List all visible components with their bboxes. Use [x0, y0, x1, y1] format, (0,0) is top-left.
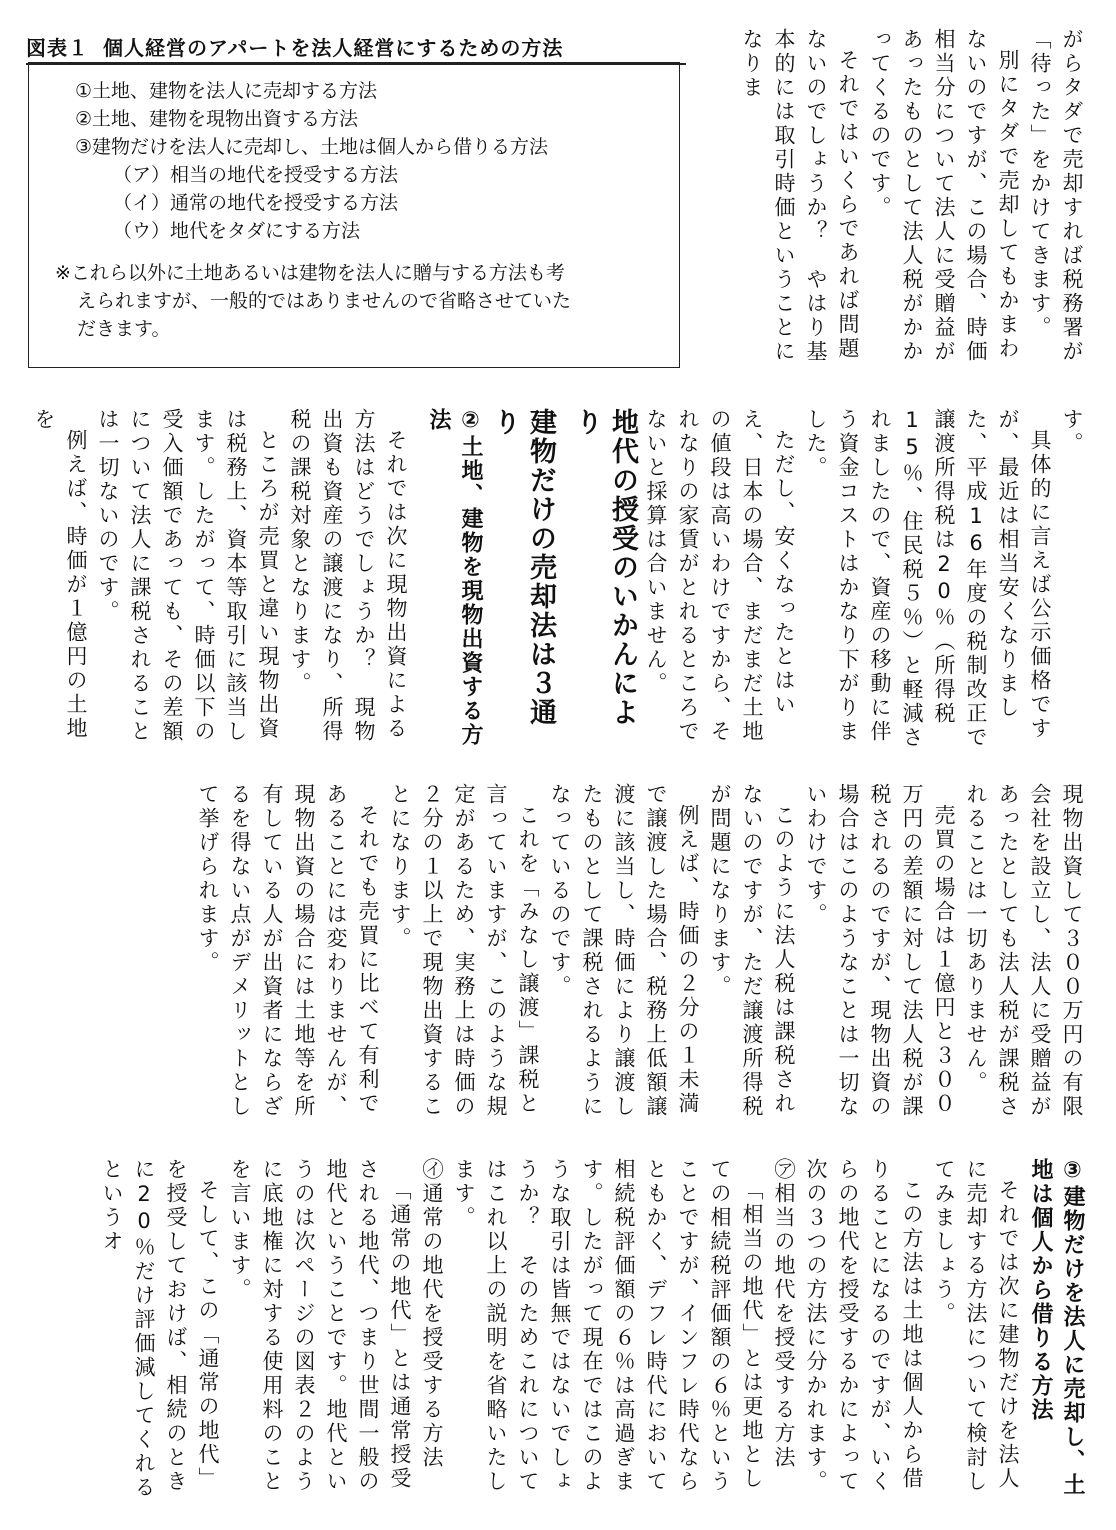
lower-paragraph-3: このように法人税は課税されないのですが、ただ譲渡所得税が問題になります。 — [708, 783, 796, 1119]
figure-item-2: ②土地、建物を現物出資する方法 — [75, 108, 359, 130]
top-paragraph-2: 別にタダで売却してもかまわないのですが、この場合、時価相当分について法人に受贈益があったものとして法人税がかかってくるのです。 — [868, 28, 1020, 364]
middle-paragraph-2: 具体的に言えば公示価格ですが、最近は相当安くなりました、平成16年度の税制改正で譲渡所得税は20％（所得税15％、住民税５％）と軽減されましたので、資産の移動に伴う資金コストはかなり下がりました。 — [804, 408, 1052, 750]
lower-paragraph-6: それでも売買に比べて有利であることには変わりませんが、現物出資の場合には土地等を所有している人が出資者にならざるを得ない点がデメリットとして挙げられます。 — [196, 783, 380, 1119]
figure-subitem-a: （ア）相当の地代を授受する方法 — [113, 164, 399, 186]
middle-text-block — [32, 408, 1088, 753]
bottom-paragraph-3: 「相当の地代」とは更地としての相続税評価額の６％ということですが、インフレ時代ならともかく、デフレ時代において相続税評価額の６％は高過ぎます。したがって現在ではこのような取引は皆無ではないでしょうか？ そのためこれについてはこれ以上の説明を省略いたします。 — [452, 1158, 764, 1494]
figure-label: 図表１ — [26, 36, 89, 60]
middle-paragraph-3: ただし、安くなったとはいえ、日本の場合、まだまだ土地の値段は高いわけですから、それなりの家賃がとれるところでないと採算は合いません。 — [644, 408, 796, 744]
lower-paragraph-2: 売買の場合は１億円と３００万円の差額に対して法人税が課税されるのですが、現物出資の場合はこのようなことは一切ないわけです。 — [804, 783, 956, 1119]
middle-paragraph-6: 例えば、時価が１億円の土地を — [32, 408, 88, 741]
lower-paragraph-5: これを「みなし譲渡」課税と言っていますが、このような規定があるため、実務上は時価の２分の１以上で現物出資することになります。 — [388, 783, 540, 1119]
section-heading-line1: 地代の授受のいかんにより — [571, 408, 638, 727]
figure-note-line1: ※これら以外に土地あるいは建物を法人に贈与する方法も考 — [55, 262, 565, 284]
figure-note-line3: だきます。 — [77, 318, 171, 340]
subsection-heading-3a: ㋐相当の地代を授受する方法 — [772, 1158, 796, 1470]
subsection-heading-3b: ㋑通常の地代を授受する方法 — [420, 1158, 444, 1470]
figure-note — [53, 259, 655, 343]
figure-item-1: ①土地、建物を法人に売却する方法 — [75, 80, 378, 102]
bottom-paragraph-5: そして、この「通常の地代」を授受しておけば、相続のときに20％だけ評価減してくれるというオ — [100, 1158, 220, 1500]
top-text-block — [700, 28, 1088, 373]
figure-note-line2: えられますが、一般的ではありませんので省略させていた — [77, 290, 572, 312]
lower-paragraph-4: 例えば、時価の２分の１未満で譲渡した場合、税務上低額譲渡に該当し、時価により譲渡したものとして課税されるようになっているのです。 — [548, 783, 700, 1119]
bottom-paragraph-1: それでは次に建物だけを法人に売却する方法について検討してみましょう。 — [932, 1158, 1020, 1494]
lower-text-block — [40, 783, 1088, 1128]
subsection-heading-2: ②土地、建物を現物出資する方法 — [426, 408, 483, 747]
figure-title — [26, 32, 686, 65]
top-paragraph-3: それではいくらであれば問題ないのでしょうか？ やはり基本的には取引時価ということになりま — [740, 28, 860, 364]
middle-paragraph-4: それでは次に現物出資による方法はどうでしょうか？ 現物出資も資産の譲渡になり、所得税の課税対象となります。 — [288, 408, 408, 744]
figure-subitem-c: （ウ）地代をタダにする方法 — [113, 220, 361, 242]
top-paragraph-1: がらタダで売却すれば税務署が「待った」をかけてきます。 — [1028, 28, 1084, 364]
figure-subitem-b: （イ）通常の地代を授受する方法 — [113, 192, 399, 214]
section-heading-line2: 建物だけの売却法は３通り — [489, 408, 556, 727]
figure-box — [28, 62, 680, 368]
lower-paragraph-1: 現物出資して３００万円の有限会社を設立し、法人に受贈益があったとしても法人税が課税されることは一切ありません。 — [964, 783, 1084, 1119]
subsection-heading-3: ③建物だけを法人に売却し、土地は個人から借りる方法 — [1028, 1158, 1085, 1497]
bottom-paragraph-2: この方法は土地は個人から借りることになるのですが、いくらの地代を授受するかによって次の３つの方法に分かれます。 — [804, 1158, 924, 1494]
bottom-paragraph-4: 「通常の地代」とは通常授受される地代、つまり世間一般の地代ということです。地代というのは次ページの図表２のように底地権に対する使用料のことを言います。 — [228, 1158, 412, 1494]
middle-paragraph-1: す。 — [1060, 408, 1084, 456]
bottom-text-block — [40, 1158, 1088, 1508]
figure-item-3: ③建物だけを法人に売却し、土地は個人から借りる方法 — [75, 136, 549, 158]
figure-title-text: 個人経営のアパートを法人経営にするための方法 — [103, 36, 564, 60]
middle-paragraph-5: ところが売買と違い現物出資は税務上、資本等取引に該当します。したがって、時価以下の受入価額であっても、その差額について法人に課税されることは一切ないのです。 — [96, 408, 280, 744]
